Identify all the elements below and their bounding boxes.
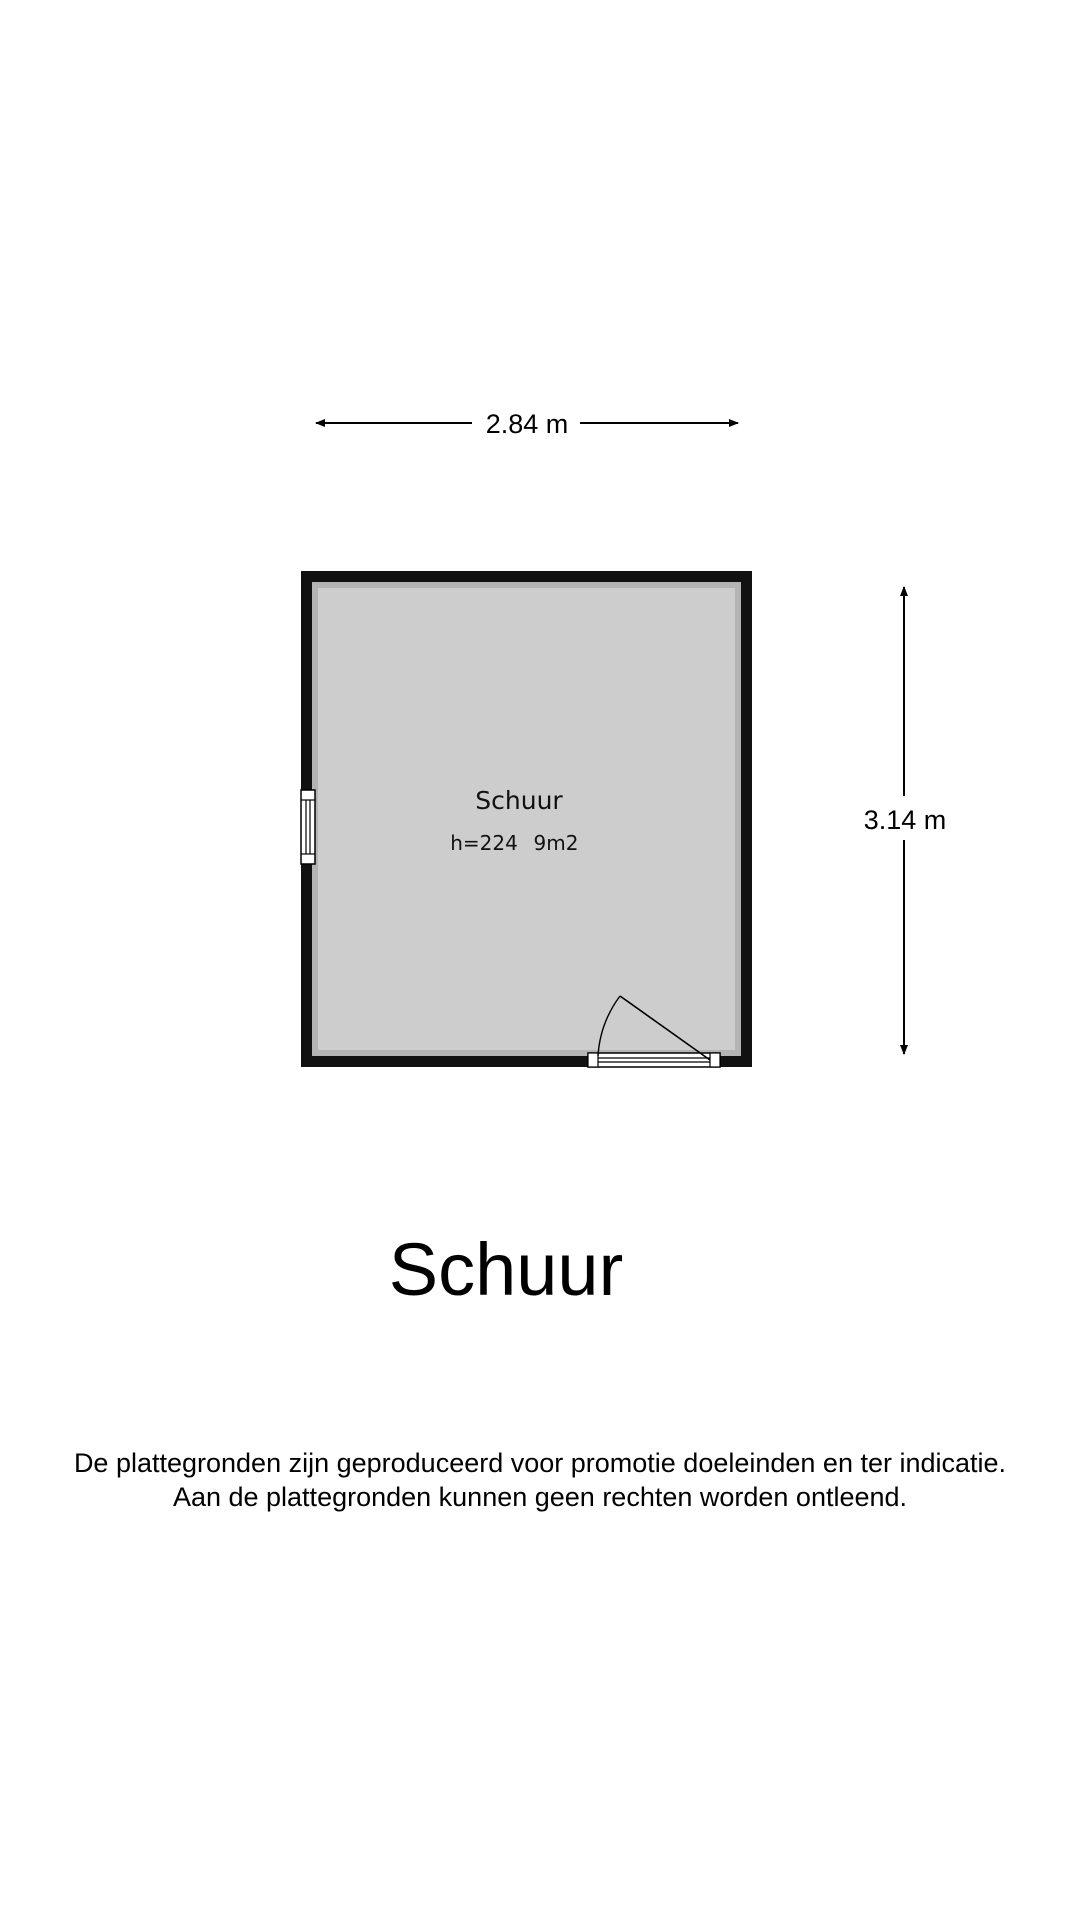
window-left <box>301 790 315 864</box>
room-floor <box>315 585 738 1053</box>
depth-dimension <box>864 587 947 1054</box>
room-name: Schuur <box>475 786 563 815</box>
disclaimer-line-1: De plattegronden zijn geproduceerd voor promotie doeleinden en ter indicatie. <box>73 1448 1007 1478</box>
disclaimer <box>0 1446 1080 1514</box>
width-dimension-label: 2.84 m <box>485 409 569 439</box>
room-area: 9m2 <box>533 831 579 855</box>
room-schuur <box>301 571 752 1067</box>
disclaimer-line-2: Aan de plattegronden kunnen geen rechten worden ontleend. <box>172 1482 908 1512</box>
room-height: h=224 <box>450 831 518 855</box>
floor-title: Schuur <box>388 1228 624 1311</box>
width-dimension <box>316 409 738 439</box>
depth-dimension-label: 3.14 m <box>863 805 947 835</box>
